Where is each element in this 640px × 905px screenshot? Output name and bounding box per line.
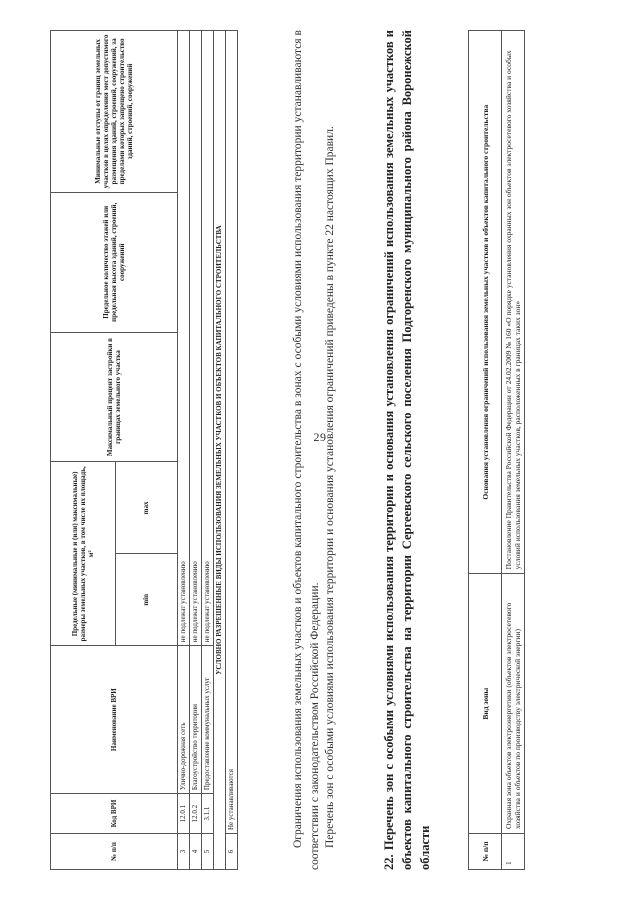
row-text: Не устанавливаются (226, 31, 238, 834)
zone-basis: Постановление Правительства Российской Федерации от 24.02.2009 № 160 «О порядке установления охранных зон объектов электросетевого хозяйства и особых условий использования земельных участков, расположенных в границах таких зон» (502, 31, 525, 574)
zones-header-num: № п/п (469, 834, 502, 870)
zone-type: Охранная зона объектов электроэнергетики (объектов электросетевого хозяйства и объектов по производству электрической энергии) (502, 574, 525, 834)
header-code: Код ВРИ (51, 794, 178, 834)
row-value: не подлежат установлению (202, 31, 214, 646)
header-size: Предельные (минимальные и (или) максимальные) размеры земельных участков, в том числе их площадь, м² (51, 462, 116, 646)
row-code: 3.1.1 (202, 794, 214, 834)
zones-header-row (469, 31, 502, 870)
header-setbacks: Минимальные отступы от границ земельных участков в целях определения мест допустимого размещения зданий, строений, сооружений, за пределами которых запрещено строительство зданий, строений, сооружений (51, 31, 178, 193)
paragraph-list-reference: Перечень зон с особыми условиями использования территории и основания установления ограничений приведены в пункте 22 настоящих Правил. (324, 126, 336, 848)
row-name: Благоустройство территории (190, 646, 202, 794)
table-header-row (51, 31, 116, 870)
header-min: min (116, 554, 178, 646)
row-num: 5 (202, 834, 214, 870)
zones-table (468, 30, 525, 870)
table-row (202, 31, 214, 870)
header-percent: Максимальный процент застройки в границах земельного участка (51, 332, 178, 462)
row-value: не подлежат установлению (178, 31, 190, 646)
paragraph-restrictions: Ограничения использования земельных участков и объектов капитального строительства в зонах с особыми условиями использования территории устанавливаются в соответствии с законодательством Российской Федерации. (292, 30, 321, 870)
header-floors: Предельное количество этажей или предельная высота зданий, строений, сооружений (51, 192, 178, 332)
header-name: Наименование ВРИ (51, 646, 178, 794)
row-num: 3 (178, 834, 190, 870)
zones-header-zone: Вид зоны (469, 574, 502, 834)
header-max: max (116, 462, 178, 554)
section-title: УСЛОВНО РАЗРЕШЕННЫЕ ВИДЫ ИСПОЛЬЗОВАНИЯ ЗЕМЕЛЬНЫХ УЧАСТКОВ И ОБЪЕКТОВ КАПИТАЛЬНОГО СТРОИТЕЛЬСТВА (214, 31, 226, 870)
row-num: 4 (190, 834, 202, 870)
row-num: 6 (226, 834, 238, 870)
row-value: не подлежат установлению (190, 31, 202, 646)
table-row (178, 31, 190, 870)
row-code: 12.0.2 (190, 794, 202, 834)
section-row (214, 31, 226, 870)
regulations-table (50, 30, 238, 870)
landscape-content (50, 30, 598, 870)
zone-num: 1 (502, 834, 525, 870)
table-row (502, 31, 525, 870)
row-name: Улично-дорожная сеть (178, 646, 190, 794)
page-number: 29 (313, 430, 327, 444)
table-row (190, 31, 202, 870)
table-row (226, 31, 238, 870)
rotated-sheet (50, 30, 598, 870)
zones-header-basis: Основания установления ограничений использования земельных участков и объектов капитального строительства (469, 31, 502, 574)
header-num: № п/п (51, 834, 178, 870)
row-name: Предоставление коммунальных услуг (202, 646, 214, 794)
row-code: 12.0.1 (178, 794, 190, 834)
section-heading: 22. Перечень зон с особыми условиями использования территории и основания установления ограничений использования земельных участков и объектов капитального строительства на территории Сергеевского сельского поселения Подгоренского муниципального района Воронежской области (382, 30, 433, 870)
